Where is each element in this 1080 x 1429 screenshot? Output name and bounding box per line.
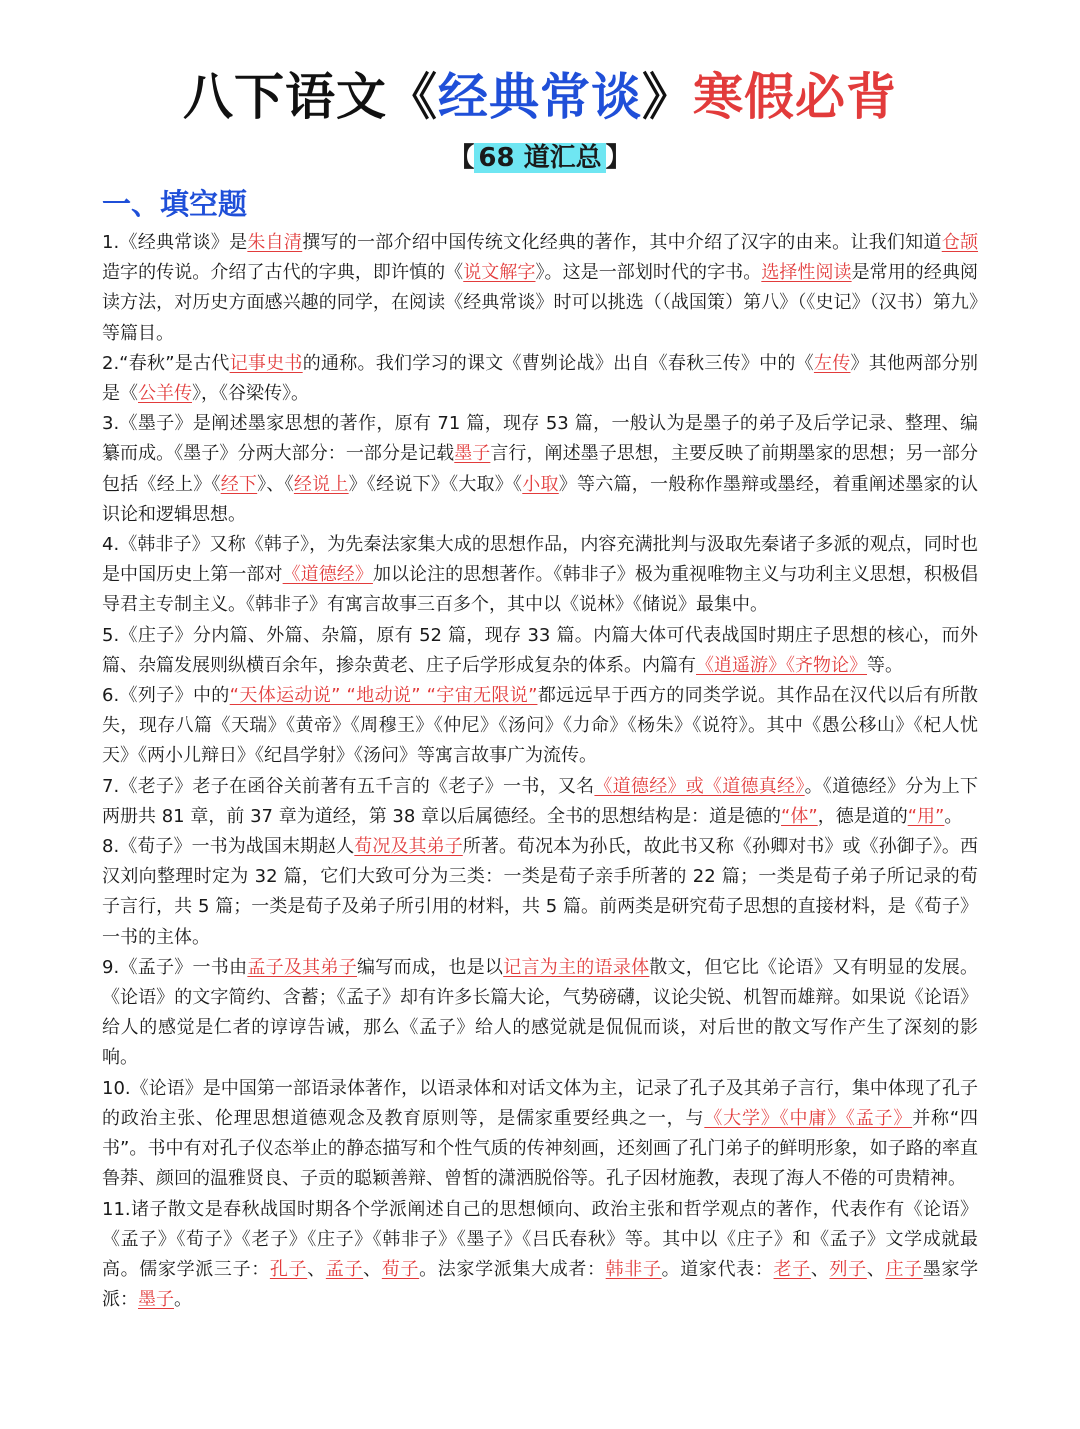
question-text: ，德是道的	[817, 805, 908, 827]
question-list	[102, 228, 978, 1315]
question-item	[102, 349, 978, 409]
title-book-name: 经典常谈	[438, 68, 642, 126]
question-text: 并称“四书”。书中有对孔子仪态举止的静态描写和个性气质的传神刻画，还刻画了孔门弟子的鲜明形象，如子路的率直鲁莽、颜回的温雅贤良、子贡的聪颖善辩、曾皙的潇洒脱俗等。孔子因材施教，表现了海人不倦的可贵精神。	[102, 1107, 978, 1190]
answer-text: 选择性阅读	[761, 262, 852, 284]
answer-text: 《大学》《中庸》《孟子》	[704, 1107, 913, 1129]
question-text: 。	[944, 805, 963, 827]
answer-text: 《逍遥游》《齐物论》	[696, 654, 867, 676]
answer-text: 左传	[813, 352, 851, 374]
question-text: 等。	[867, 654, 903, 676]
answer-text: 《道德经》	[282, 564, 373, 586]
answer-text: 记言为主的语录体	[503, 956, 650, 978]
question-text: 2.“春秋”是古代	[102, 352, 230, 374]
question-text: 、	[866, 1258, 886, 1280]
answer-text: “天体运动说” “地动说” “宇宙无限说”	[229, 685, 538, 707]
answer-text: 《道德经》或《道德真经》	[594, 775, 805, 797]
answer-text: 说文解字	[463, 262, 536, 284]
answer-text: 公羊传	[138, 383, 192, 405]
title-prefix: 八下语文《	[183, 68, 438, 126]
answer-text: 庄子	[885, 1258, 923, 1280]
question-text: 11.诸子散文是春秋战国时期各个学派阐述自己的思想倾向、政治主张和哲学观点的著作，代表作有《论语》《孟子》《荀子》《老子》《庄子》《韩非子》《墨子》《吕氏春秋》等。其中以《庄子》和《孟子》文学成就最高。儒家学派三子：	[102, 1198, 978, 1280]
question-item	[102, 832, 978, 953]
question-text: 7.《老子》老子在函谷关前著有五千言的《老子》一书，又名	[102, 775, 595, 797]
count-bracket-open: 【	[448, 143, 475, 173]
question-item	[102, 409, 978, 530]
question-text: 墨家学派：	[102, 1258, 979, 1311]
question-item	[102, 1074, 978, 1195]
answer-text: 孟子及其弟子	[247, 956, 357, 978]
question-text: 》《经说下》《大取》《	[348, 473, 523, 495]
question-text: 4.《韩非子》又称《韩子》，为先秦法家集大成的思想作品，内容充满批判与汲取先秦诸子多派的观点，同时也是中国历史上第一部对	[102, 534, 978, 586]
question-text: 的通称。我们学习的课文《曹刿论战》出自《春秋三传》中的《	[302, 352, 814, 374]
question-text: 5.《庄子》分内篇、外篇、杂篇，原有 52 篇，现存 33 篇。内篇大体可代表战国时期庄子思想的核心，而外篇、杂篇发展则纵横百余年，掺杂黄老、庄子后学形成复杂的体系。内篇有	[102, 624, 978, 676]
answer-text: 记事史书	[229, 352, 303, 374]
answer-text: 列子	[829, 1258, 867, 1280]
answer-text: 韩非子	[605, 1258, 662, 1280]
question-text: 加以论注的思想著作。《韩非子》极为重视唯物主义与功利主义思想，积极倡导君主专制主义。《韩非子》有寓言故事三百多个，其中以《说林》《储说》最集中。	[102, 564, 978, 616]
question-text: 》。这是一部划时代的字书。	[535, 262, 762, 284]
answer-text: 小取	[522, 473, 559, 495]
question-text: 、	[810, 1258, 830, 1280]
question-item	[102, 772, 978, 832]
answer-text: 经说上	[293, 473, 349, 495]
question-text: 10.《论语》是中国第一部语录体著作，以语录体和对话文体为主，记录了孔子及其弟子言行，集中体现了孔子的政治主张、伦理思想道德观念及教育原则等，是儒家重要经典之一，与	[102, 1077, 978, 1129]
question-item	[102, 530, 978, 621]
page-title	[0, 62, 1080, 132]
answer-text: 朱自清	[247, 232, 303, 253]
question-text: 》，《谷梁传》。	[192, 383, 309, 405]
question-text: 8.《荀子》一书为战国末期赵人	[102, 836, 355, 858]
count-text: 68 道汇总	[474, 143, 605, 173]
question-item	[102, 681, 978, 772]
answer-text: 荀子	[381, 1258, 420, 1280]
question-text: 。法家学派集大成者：	[419, 1258, 606, 1280]
answer-text: 老子	[773, 1258, 811, 1280]
question-text: 》其他两部分别是《	[102, 352, 979, 405]
section-heading: 一、填空题	[102, 187, 248, 221]
count-bracket-close: 】	[605, 143, 632, 173]
question-text: 都远远早于西方的同类学说。其作品在汉代以后有所散失，现存八篇《天瑞》《黄帝》《周穆王》《仲尼》《汤问》《力命》《杨朱》《说符》。其中《愚公移山》《杞人忧天》《两小儿辩日》《纪昌学射》《汤问》等寓言故事广为流传。	[102, 685, 978, 767]
question-text: 1.《经典常谈》是	[102, 232, 248, 253]
question-text: 。道家代表：	[661, 1258, 774, 1280]
answer-text: 孔子	[269, 1258, 308, 1280]
title-suffix: 寒假必背	[693, 68, 897, 126]
question-text: 、	[307, 1258, 326, 1280]
question-text: 6.《列子》中的	[102, 685, 230, 707]
title-bracket-close: 》	[642, 68, 693, 126]
answer-text: 墨子	[454, 443, 491, 465]
question-item	[102, 953, 978, 1074]
answer-text: 经下	[220, 473, 258, 495]
question-text: 编写而成，也是以	[357, 956, 504, 978]
answer-text: 孟子	[325, 1258, 364, 1280]
answer-text: “用”	[907, 805, 945, 827]
count-badge	[0, 138, 1080, 178]
question-item	[102, 228, 978, 349]
question-text: 造字的传说。介绍了古代的字典，即许慎的《	[102, 262, 464, 284]
question-text: 。	[174, 1289, 192, 1311]
question-text: 是常用的经典阅读方法，对历史方面感兴趣的同学，在阅读《经典常谈》时可以挑选（（战国策）第八》（《史记》（汉书）第九》等篇目。	[102, 262, 978, 344]
question-text: 、	[363, 1258, 382, 1280]
question-text: 》等六篇，一般称作墨辩或墨经，着重阐述墨家的认识论和逻辑思想。	[102, 473, 979, 525]
answer-text: 墨子	[138, 1289, 174, 1311]
question-text: 散文，但它比《论语》又有明显的发展。《论语》的文字简约、含蓄；《孟子》却有许多长篇大论，气势磅礴，议论尖锐、机智而雄辩。如果说《论语》给人的感觉是仁者的谆谆告诫，那么《孟子》给人的感觉就是侃侃而谈，对后世的散文写作产生了深刻的影响。	[102, 956, 979, 1069]
question-text: 》、《	[257, 473, 294, 495]
answer-text: 荀况及其弟子	[354, 836, 463, 858]
answer-text: 仓颉	[941, 232, 979, 253]
answer-text: “体”	[781, 805, 818, 827]
question-text: 撰写的一部介绍中国传统文化经典的著作，其中介绍了汉字的由来。让我们知道	[302, 232, 942, 253]
question-item	[102, 1195, 978, 1316]
question-text: 3.《墨子》是阐述墨家思想的著作，原有 71 篇，现存 53 篇，一般认为是墨子的弟子及后学记录、整理、编纂而成。《墨子》分两大部分：一部分是记载	[102, 413, 978, 465]
question-text: 9.《孟子》一书由	[102, 956, 248, 978]
question-text: 言行，阐述墨子思想，主要反映了前期墨家的思想；另一部分包括《经上》《	[102, 443, 978, 495]
question-text: 。《道德经》分为上下两册共 81 章，前 37 章为道经，第 38 章以后属德经。全书的思想结构是：道是德的	[102, 775, 979, 827]
question-text: 所著。荀况本为孙氏，故此书又称《孙卿对书》或《孙御子》。西汉刘向整理时定为 32 篇，它们大致可分为三类：一类是荀子亲手所著的 22 篇；一类是荀子弟子所记录的荀子言行，共 5 篇；一类是荀子及弟子所引用的材料，共 5 篇。前两类是研究荀子思想的直接材料，是《荀子》一书的主体。	[102, 836, 979, 948]
question-item	[102, 621, 978, 681]
